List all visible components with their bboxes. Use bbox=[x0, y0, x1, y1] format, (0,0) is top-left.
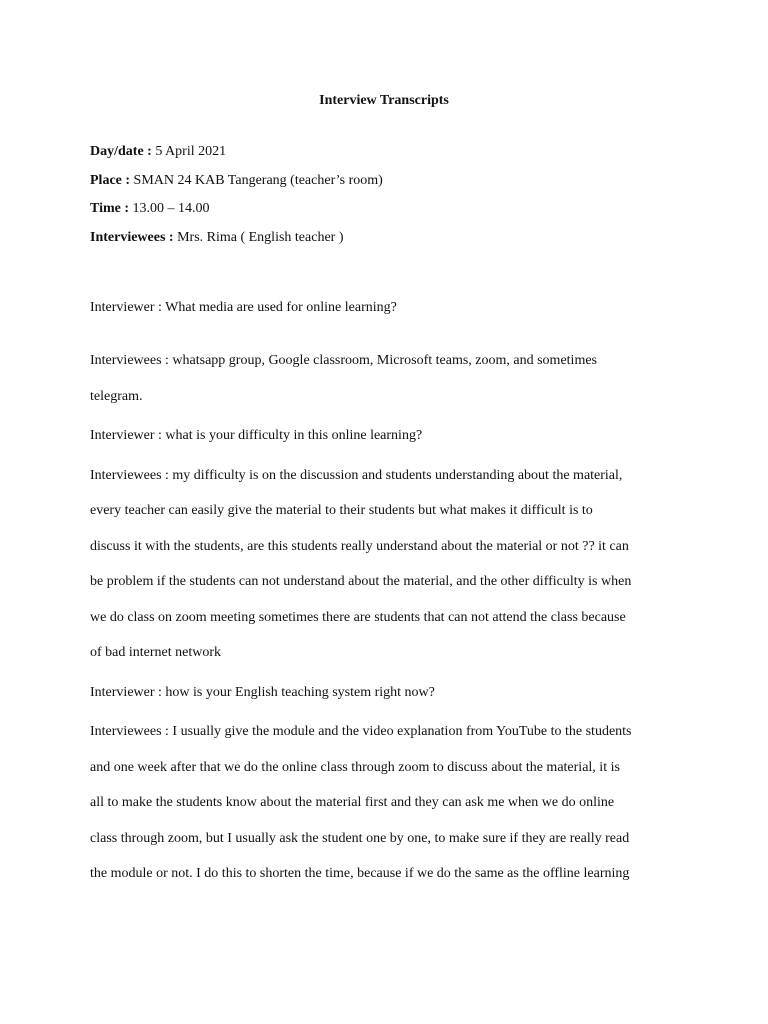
transcript-line: be problem if the students can not understand about the material, and the other difficulty is when bbox=[90, 574, 632, 589]
meta-key: Interviewees : bbox=[90, 229, 174, 245]
transcript-paragraph bbox=[90, 714, 680, 892]
meta-key: Day/date : bbox=[90, 144, 152, 159]
transcript-paragraph bbox=[90, 458, 680, 671]
meta-day-date bbox=[90, 138, 690, 167]
document-title: Interview Transcripts bbox=[319, 93, 449, 108]
meta-interviewees bbox=[90, 224, 690, 253]
transcript-line: discuss it with the students, are this students really understand about the material or not ?? it can bbox=[90, 538, 629, 554]
transcript-line: and one week after that we do the online class through zoom to discuss about the material, it is bbox=[90, 759, 620, 775]
meta-place bbox=[90, 167, 690, 196]
transcript-line: Interviewees : whatsapp group, Google classroom, Microsoft teams, zoom, and sometimes bbox=[90, 353, 597, 368]
meta-time bbox=[90, 195, 690, 224]
meta-key: Place : bbox=[90, 172, 131, 188]
transcript-line: Interviewees : my difficulty is on the discussion and students understanding about the material, bbox=[90, 467, 623, 483]
transcript-line: class through zoom, but I usually ask the student one by one, to make sure if they are really read bbox=[90, 830, 630, 846]
transcript-line: every teacher can easily give the material to their students but what makes it difficult is to bbox=[90, 503, 593, 518]
meta-value: Mrs. Rima ( English teacher ) bbox=[173, 229, 344, 245]
transcript-paragraph bbox=[90, 418, 680, 454]
transcript-line: Interviewees : I usually give the module and the video explanation from YouTube to the students bbox=[90, 724, 632, 739]
meta-value: 13.00 – 14.00 bbox=[129, 201, 210, 216]
meta-value: SMAN 24 KAB Tangerang (teacher’s room) bbox=[130, 172, 383, 188]
interview-meta bbox=[90, 138, 690, 252]
transcript-line: all to make the students know about the material first and they can ask me when we do online bbox=[90, 795, 615, 810]
transcript-paragraph bbox=[90, 675, 680, 711]
transcript-body bbox=[90, 297, 680, 902]
transcript-paragraph bbox=[90, 343, 680, 414]
transcript-line: Interviewer : what is your difficulty in this online learning? bbox=[90, 428, 423, 443]
transcript-line: Interviewer : how is your English teaching system right now? bbox=[90, 684, 435, 700]
transcript-line: we do class on zoom meeting sometimes there are students that can not attend the class because bbox=[90, 609, 626, 625]
transcript-line: of bad internet network bbox=[90, 645, 222, 660]
meta-key: Time : bbox=[90, 201, 130, 216]
transcript-line: telegram. bbox=[90, 388, 143, 404]
transcript-line: Interviewer : What media are used for online learning? bbox=[90, 300, 397, 315]
transcript-paragraph bbox=[90, 297, 680, 319]
meta-value: 5 April 2021 bbox=[151, 144, 227, 159]
transcript-line: the module or not. I do this to shorten the time, because if we do the same as the offline learning bbox=[90, 866, 630, 881]
